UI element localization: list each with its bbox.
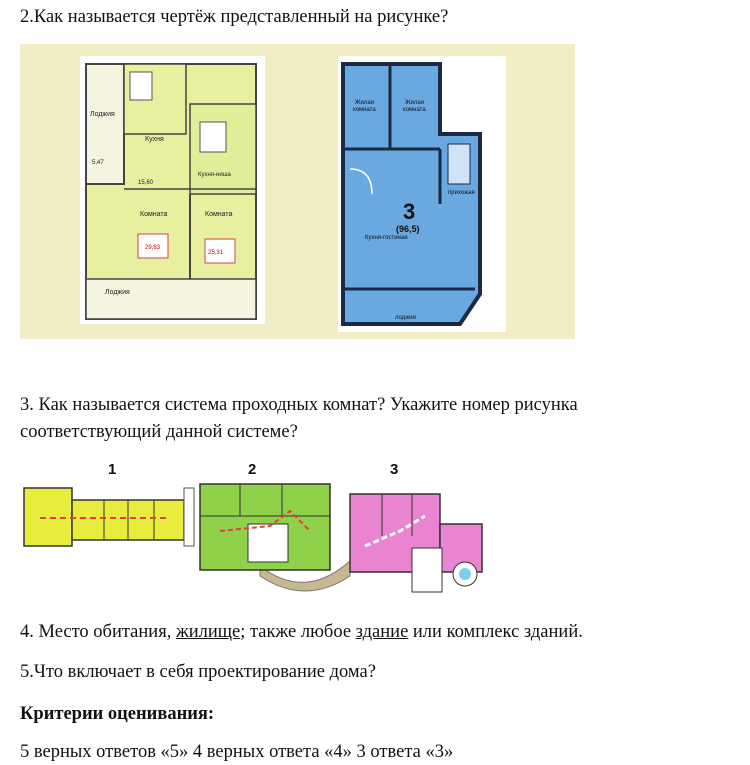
svg-text:комната: комната (353, 107, 376, 113)
question-4-before: 4. Место обитания, (20, 622, 176, 642)
floor-plans-image (20, 44, 575, 339)
svg-text:Комната: Комната (205, 211, 233, 218)
question-4-text (20, 620, 583, 645)
question-3-line-2: соответствующий данной системе? (20, 422, 298, 442)
layout-number-3: 3 (390, 461, 399, 478)
grading-line: 5 верных ответов «5» 4 верных ответа «4» 3 ответа «3» (20, 742, 454, 762)
question-3-line-1: 3. Как называется система проходных комнат? Укажите номер рисунка (20, 395, 578, 415)
svg-text:29,63: 29,63 (145, 245, 161, 251)
question-4-between: ; также любое (240, 622, 356, 642)
criteria-title: Критерии оценивания: (20, 704, 215, 724)
right-floor-plan (338, 56, 506, 332)
layout-number-1: 1 (108, 461, 117, 478)
svg-text:прихожая: прихожая (448, 190, 475, 196)
svg-text:Жилая: Жилая (405, 100, 424, 106)
svg-text:(96,5): (96,5) (396, 224, 420, 234)
svg-text:3: 3 (403, 199, 416, 224)
svg-text:Кухня-ниша: Кухня-ниша (198, 172, 231, 178)
svg-text:Комната: Комната (140, 211, 168, 218)
svg-text:комната: комната (403, 107, 426, 113)
svg-text:25,31: 25,31 (208, 250, 224, 256)
svg-text:5,47: 5,47 (92, 160, 104, 166)
floor-plans-figure (20, 44, 575, 339)
room-systems-image (20, 456, 505, 601)
layout-1-plan (24, 488, 194, 546)
svg-text:15,60: 15,60 (138, 180, 154, 186)
question-5-text: 5.Что включает в себя проектирование дома? (20, 662, 376, 682)
layout-3-plan (350, 494, 482, 592)
svg-text:Жилая: Жилая (355, 100, 374, 106)
svg-text:Лоджия: Лоджия (90, 111, 115, 118)
svg-text:Кухня: Кухня (145, 136, 164, 143)
left-floor-plan (80, 56, 265, 324)
layout-2-plan (200, 484, 350, 591)
question-4-after: или комплекс зданий. (408, 622, 583, 642)
link-zhilishche[interactable]: жилище (175, 622, 241, 642)
layout-number-2: 2 (248, 461, 257, 478)
link-zdanie[interactable]: здание (355, 622, 409, 642)
svg-text:Лоджия: Лоджия (105, 289, 130, 296)
svg-text:лоджия: лоджия (395, 315, 416, 321)
room-systems-figure (20, 456, 505, 601)
question-2-text: 2.Как называется чертёж представленный на рисунке? (20, 7, 449, 27)
svg-text:Кухня-гостиная: Кухня-гостиная (365, 235, 408, 241)
